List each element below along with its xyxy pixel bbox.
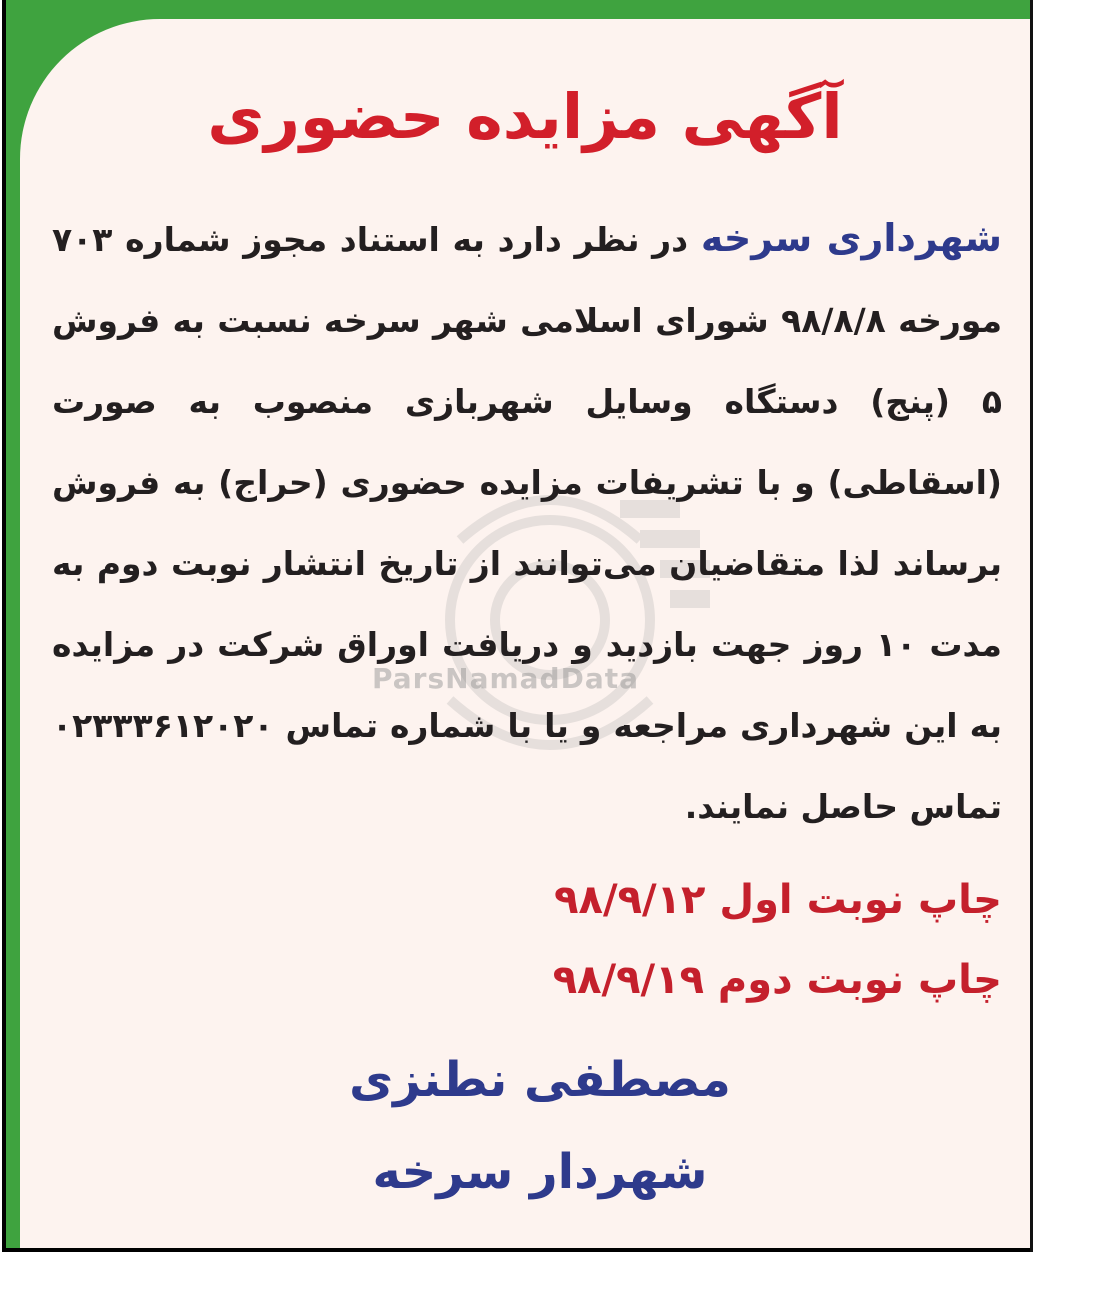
first-print-date: چاپ نوبت اول ۹۸/۹/۱۲ <box>554 877 1002 923</box>
signer-name: مصطفی نطنزی <box>349 1052 731 1108</box>
notice-title: آگهی مزایده حضوری <box>207 80 843 153</box>
notice-body-text: در نظر دارد به استناد مجوز شماره ۷۰۳ مورخه ۹۸/۸/۸ شورای اسلامی شهر سرخه نسبت به فروش ۵ (پنج) دستگاه وسایل شهربازی منصوب به صورت (اسقاطی) و با تشریفات مزایده حضوری (حراج) به فروش برساند لذا متقاضیان می‌توانند از تاریخ انتشار نوبت دوم به مدت ۱۰ روز جهت بازدید و دریافت اوراق شرکت در مزایده به این شهرداری مراجعه و یا با شماره تماس ۰۲۳۳۳۶۱۲۰۲۰ تماس حاصل نمایند. <box>52 220 1003 826</box>
organization-name: شهرداری سرخه <box>700 216 1002 260</box>
notice-body <box>52 198 1002 847</box>
second-print-date: چاپ نوبت دوم ۹۸/۹/۱۹ <box>552 957 1002 1003</box>
watermark-brand: ParsNamadData <box>372 662 639 695</box>
signer-title: شهردار سرخه <box>372 1144 708 1200</box>
